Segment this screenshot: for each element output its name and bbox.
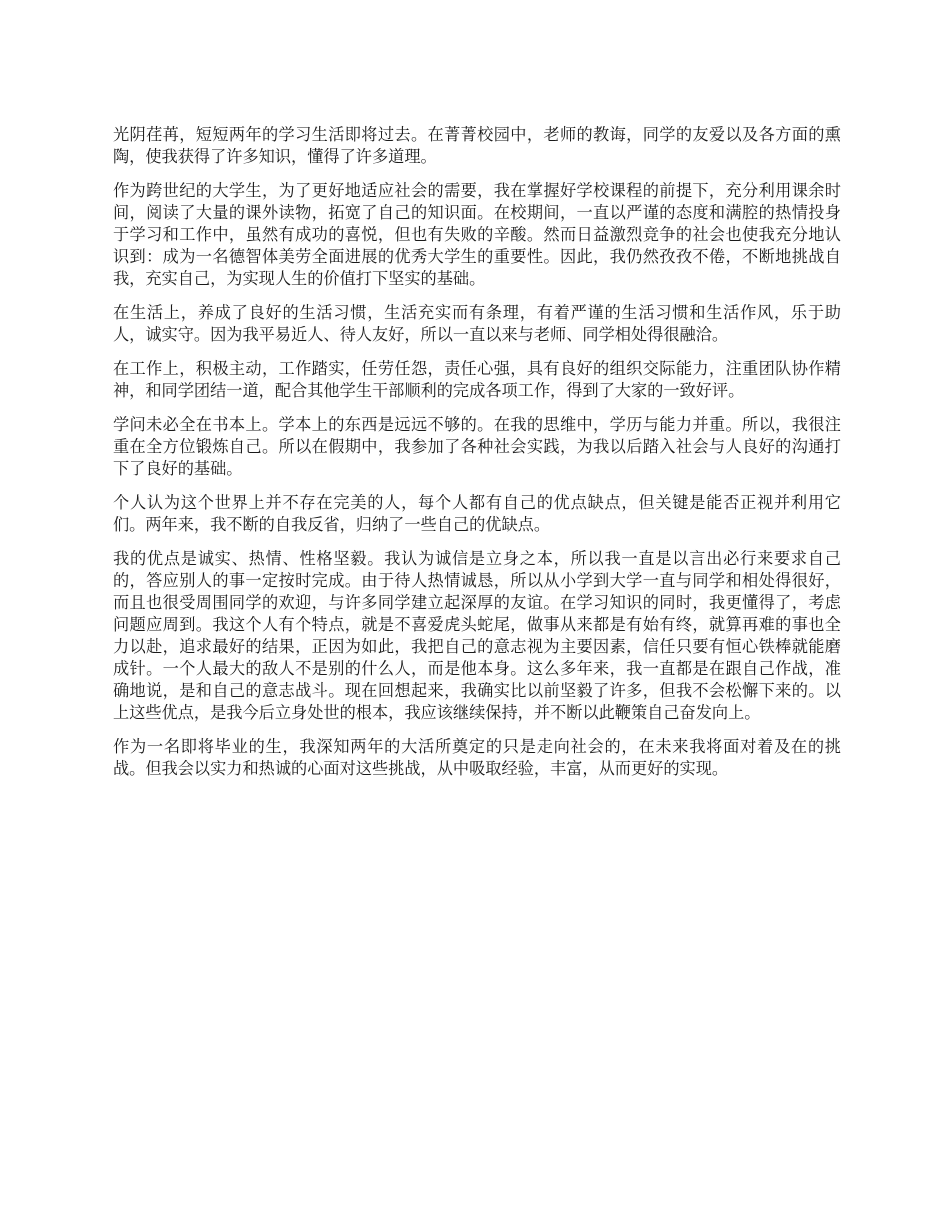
document-body [113,124,841,792]
paragraph-strengths: 我的优点是诚实、热情、性格坚毅。我认为诚信是立身之本，所以我一直是以言出必行来要求自己的，答应别人的事一定按时完成。由于待人热情诚恳，所以从小学到大学一直与同学和相处得很好，而且也很受周围同学的欢迎，与许多同学建立起深厚的友谊。在学习知识的同时，我更懂得了，考虑问题应周到。我这个人有个特点，就是不喜爱虎头蛇尾，做事从来都是有始有终，就算再难的事也全力以赴，追求最好的结果，正因为如此，我把自己的意志视为主要因素，信任只要有恒心铁棒就能磨成针。一个人最大的敌人不是别的什么人，而是他本身。这么多年来，我一直都是在跟自己作战，准确地说，是和自己的意志战斗。现在回想起来，我确实比以前坚毅了许多，但我不会松懈下来的。以上这些优点，是我今后立身处世的根本，我应该继续保持，并不断以此鞭策自己奋发向上。 [113,549,841,722]
paragraph-practice: 学问未必全在书本上。学本上的东西是远远不够的。在我的思维中，学历与能力并重。所以，我很注重在全方位锻炼自己。所以在假期中，我参加了各种社会实践，为我以后踏入社会与人良好的沟通打下了良好的基础。 [113,415,841,478]
paragraph-life: 在生活上，养成了良好的生活习惯，生活充实而有条理，有着严谨的生活习惯和生活作风，乐于助人，诚实守。因为我平易近人、待人友好，所以一直以来与老师、同学相处得很融洽。 [113,303,841,344]
paragraph-intro: 光阴荏苒，短短两年的学习生活即将过去。在菁菁校园中，老师的教诲，同学的友爱以及各方面的熏陶，使我获得了许多知识，懂得了许多道理。 [113,125,841,166]
paragraph-self-reflection: 个人认为这个世界上并不存在完美的人，每个人都有自己的优点缺点，但关键是能否正视并利用它们。两年来，我不断的自我反省，归纳了一些自己的优缺点。 [113,493,841,534]
paragraph-conclusion: 作为一名即将毕业的生，我深知两年的大活所奠定的只是走向社会的，在未来我将面对着及在的挑战。但我会以实力和热诚的心面对这些挑战，从中吸取经验，丰富，从而更好的实现。 [113,737,841,778]
paragraph-study: 作为跨世纪的大学生，为了更好地适应社会的需要，我在掌握好学校课程的前提下，充分利用课余时间，阅读了大量的课外读物，拓宽了自己的知识面。在校期间，一直以严谨的态度和满腔的热情投身于学习和工作中，虽然有成功的喜悦，但也有失败的辛酸。然而日益激烈竞争的社会也使我充分地认识到：成为一名德智体美劳全面进展的优秀大学生的重要性。因此，我仍然孜孜不倦，不断地挑战自我，充实自己，为实现人生的价值打下坚实的基础。 [113,181,841,288]
paragraph-work: 在工作上，积极主动，工作踏实，任劳任怨，责任心强，具有良好的组织交际能力，注重团队协作精神，和同学团结一道，配合其他学生干部顺利的完成各项工作，得到了大家的一致好评。 [113,359,841,400]
